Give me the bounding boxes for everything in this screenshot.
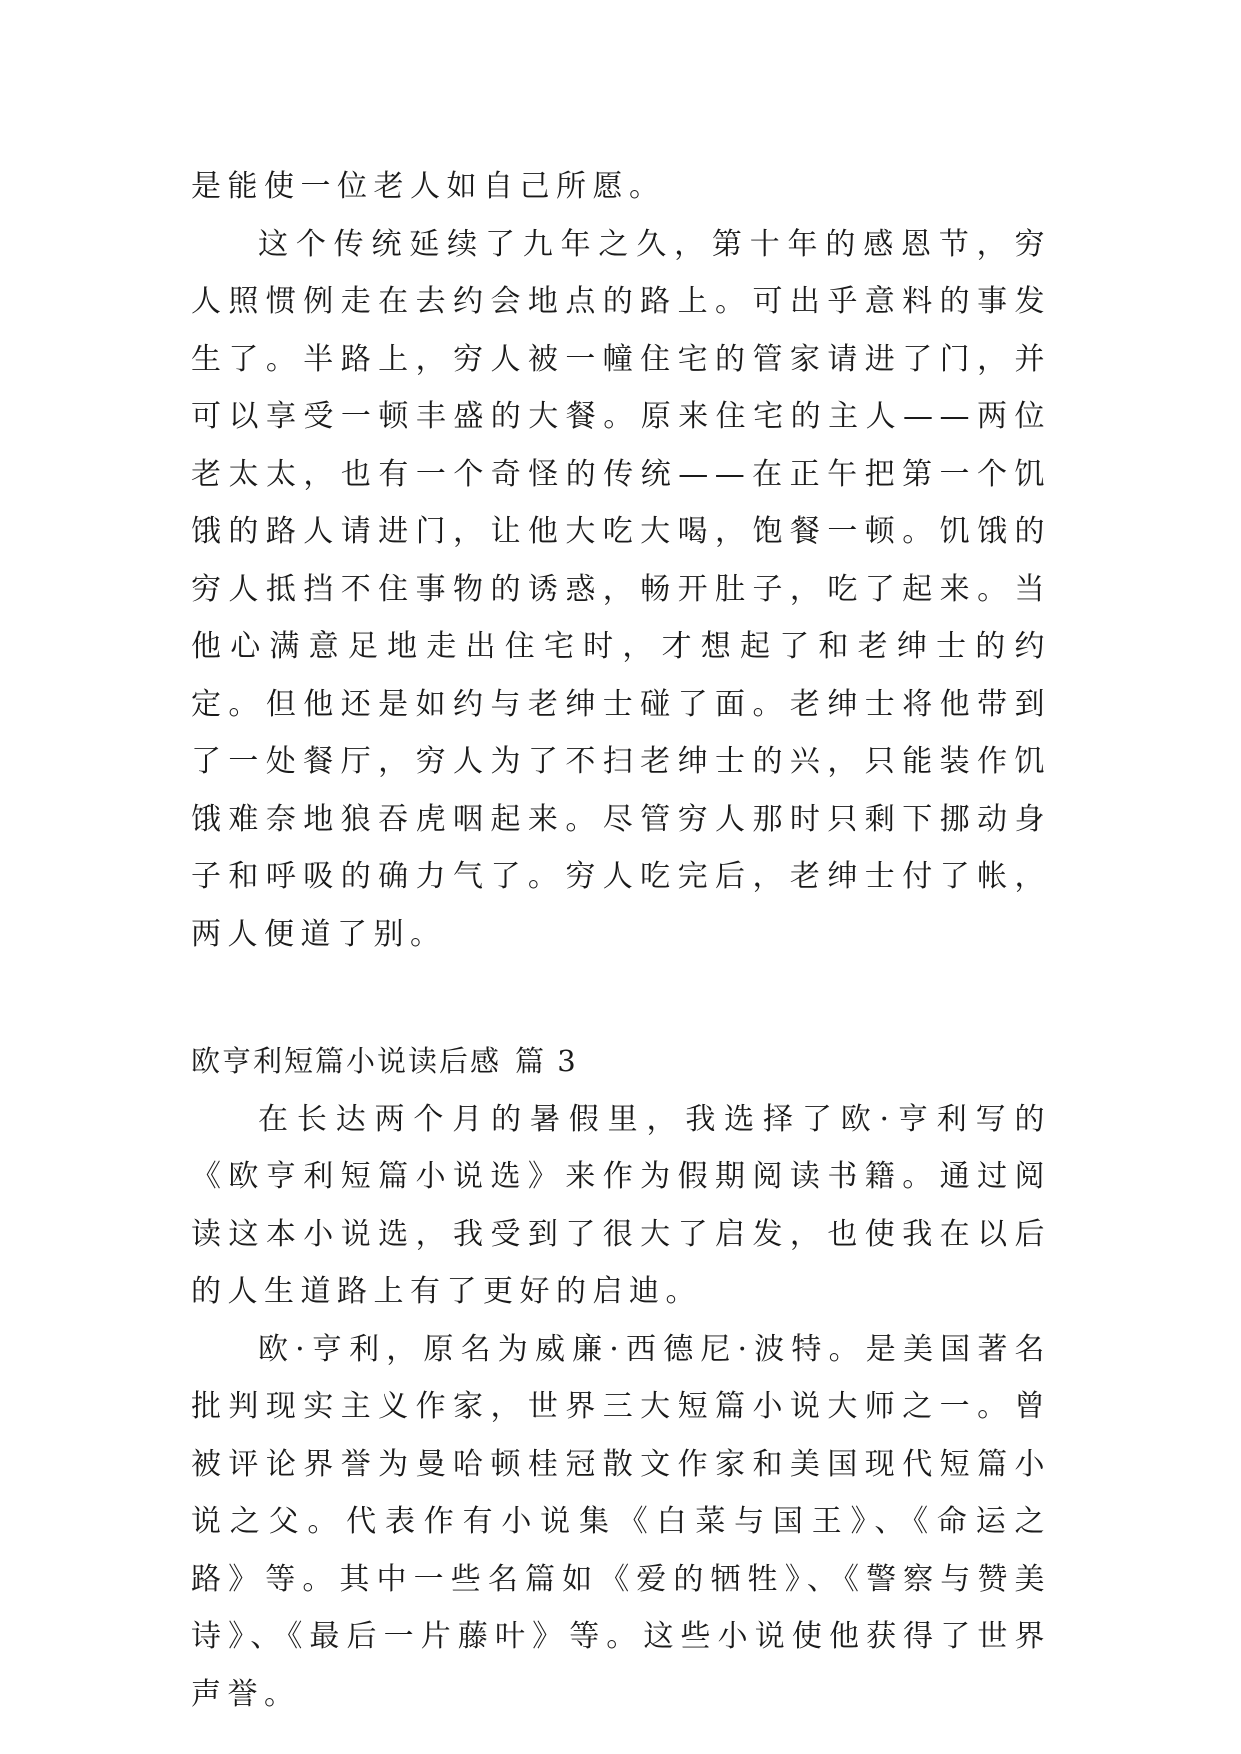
paragraph-author-bio: 欧·亨利，原名为威廉·西德尼·波特。是美国著名批判现实主义作家，世界三大短篇小说大师之一。曾被评论界誉为曼哈顿桂冠散文作家和美国现代短篇小说之父。代表作有小说集《白菜与国王》、《命运之路》等。其中一些名篇如《爱的牺牲》、《警察与赞美诗》、《最后一片藤叶》等。这些小说使他获得了世界声誉。 <box>191 1331 1051 1712</box>
section-title: 欧亨利短篇小说读后感 <box>191 1044 502 1078</box>
paragraph-story-tradition: 这个传统延续了九年之久，第十年的感恩节，穷人照惯例走在去约会地点的路上。可出乎意料的事发生了。半路上，穷人被一幢住宅的管家请进了门，并可以享受一顿丰盛的大餐。原来住宅的主人——两位老太太，也有一个奇怪的传统——在正午把第一个饥饿的路人请进门，让他大吃大喝，饱餐一顿。饥饿的穷人抵挡不住事物的诱惑，畅开肚子，吃了起来。当他心满意足地走出住宅时，才想起了和老绅士的约定。但他还是如约与老绅士碰了面。老绅士将他带到了一处餐厅，穷人为了不扫老绅士的兴，只能装作饥饿难奈地狼吞虎咽起来。尽管穷人那时只剩下挪动身子和呼吸的确力气了。穷人吃完后，老绅士付了帐，两人便道了别。 <box>191 226 1051 952</box>
document-page <box>191 158 1051 1723</box>
section-number: 篇 3 <box>515 1044 578 1078</box>
section-heading <box>191 1033 1051 1091</box>
paragraph-summer-reading: 在长达两个月的暑假里，我选择了欧·亨利写的《欧亨利短篇小说选》来作为假期阅读书籍。通过阅读这本小说选，我受到了很大了启发，也使我在以后的人生道路上有了更好的启迪。 <box>191 1101 1051 1309</box>
paragraph-continuation: 是能使一位老人如自己所愿。 <box>191 169 666 204</box>
